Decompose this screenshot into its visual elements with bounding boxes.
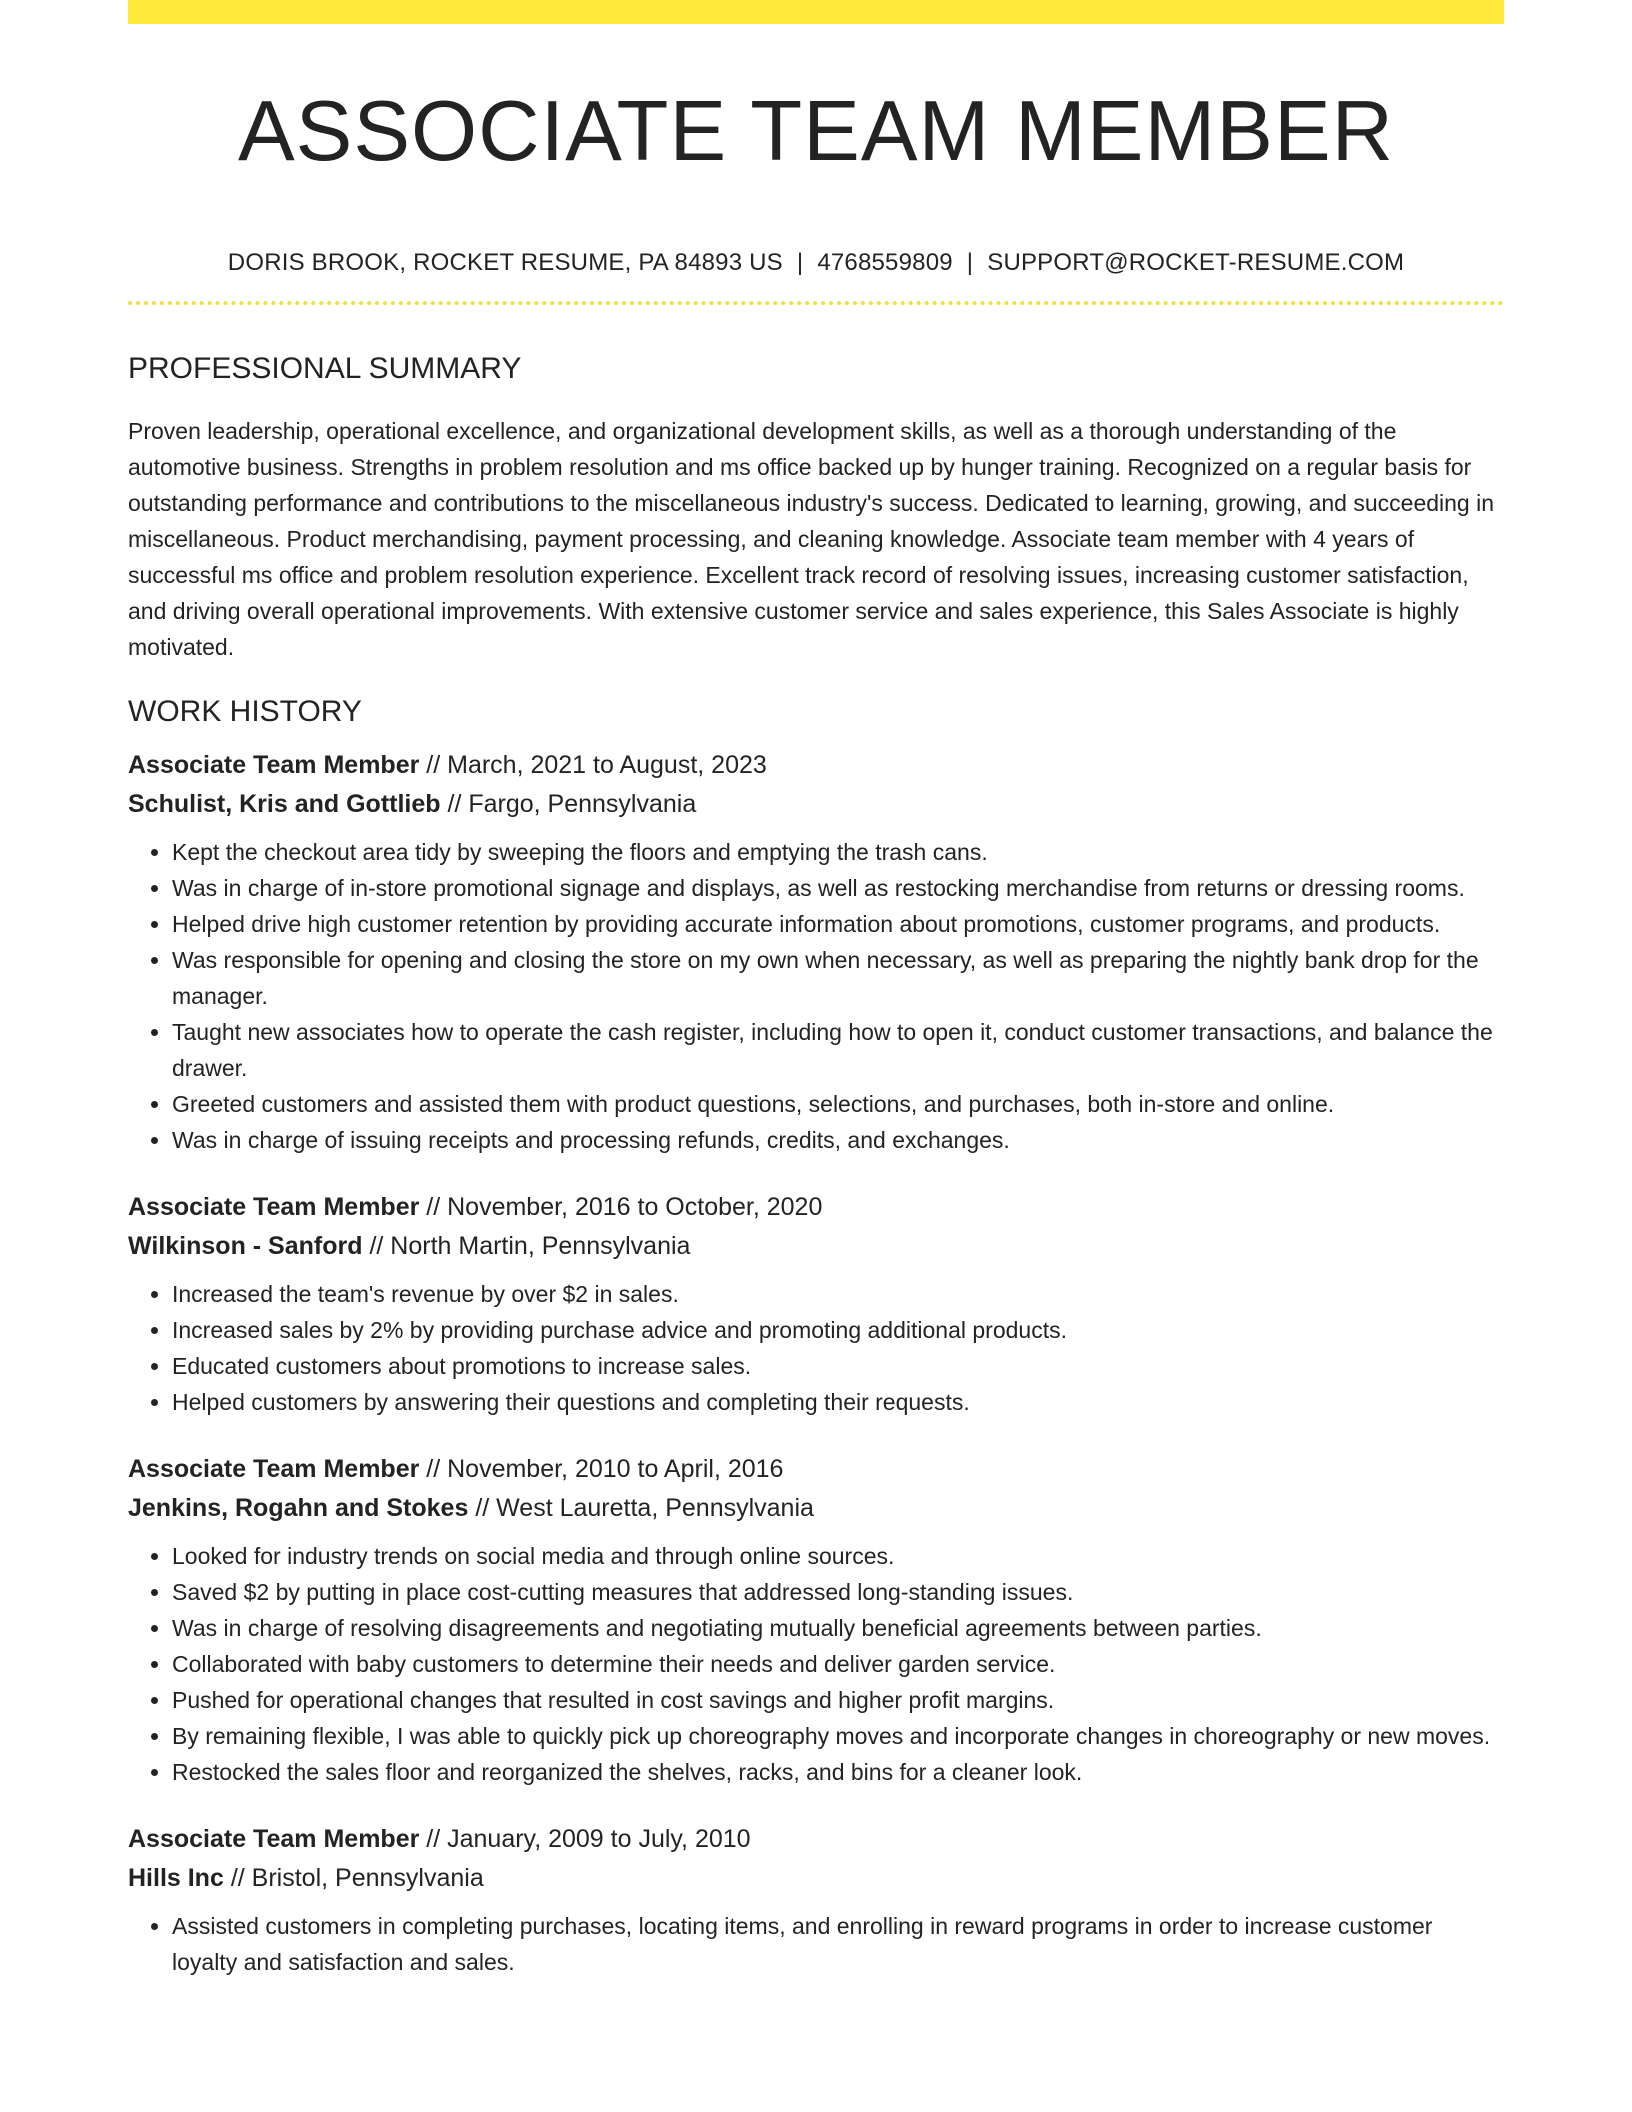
job-location: // Bristol, Pennsylvania	[230, 1864, 484, 1892]
job-title: Associate Team Member	[128, 1825, 420, 1853]
job-bullet: • Was in charge of in-store promotional signage and displays, as well as restocking merchandise from returns or dressing rooms.	[172, 870, 1504, 906]
contact-phone: 4768559809	[817, 249, 953, 276]
contact-line	[128, 248, 1504, 278]
job-bullet: • Assisted customers in completing purchases, locating items, and enrolling in reward programs in order to increase customer loyalty and satisfaction and sales.	[172, 1908, 1504, 1980]
job-company: Jenkins, Rogahn and Stokes	[128, 1494, 469, 1522]
job-location: // Fargo, Pennsylvania	[447, 790, 697, 818]
contact-name-address: DORIS BROOK, ROCKET RESUME, PA 84893 US	[227, 249, 783, 276]
resume-content	[128, 0, 1504, 1980]
header-divider	[128, 301, 1504, 305]
job-company: Wilkinson - Sanford	[128, 1232, 363, 1260]
job-bullet: • Restocked the sales floor and reorganized the shelves, racks, and bins for a cleaner look.	[172, 1754, 1504, 1790]
job-bullet: • Kept the checkout area tidy by sweeping the floors and emptying the trash cans.	[172, 834, 1504, 870]
job-bullet: • Increased sales by 2% by providing purchase advice and promoting additional products.	[172, 1312, 1504, 1348]
summary-heading: PROFESSIONAL SUMMARY	[128, 352, 522, 385]
job-bullet-list	[128, 1538, 1504, 1790]
job-company: Schulist, Kris and Gottlieb	[128, 790, 441, 818]
job-bullet: • Increased the team's revenue by over $2 in sales.	[172, 1276, 1504, 1312]
job-dates: // November, 2016 to October, 2020	[426, 1193, 823, 1221]
job-bullet: • By remaining flexible, I was able to quickly pick up choreography moves and incorporate changes in choreography or new moves.	[172, 1718, 1504, 1754]
job-company-line	[128, 1859, 1504, 1898]
contact-separator: |	[966, 249, 974, 276]
work-history-heading: WORK HISTORY	[128, 695, 362, 728]
job-title: Associate Team Member	[128, 751, 420, 779]
job-entry	[128, 1820, 1504, 1980]
job-bullet: • Pushed for operational changes that resulted in cost savings and higher profit margins.	[172, 1682, 1504, 1718]
job-title: Associate Team Member	[128, 1455, 420, 1483]
contact-email: SUPPORT@ROCKET-RESUME.COM	[987, 249, 1405, 276]
summary-text: Proven leadership, operational excellence, and organizational development skills, as well as a thorough understanding of the automotive business. Strengths in problem resolution and ms office backed up by hunger training. Recognized on a regular basis for outstanding performance and contributions to the miscellaneous industry's success. Dedicated to learning, growing, and succeeding in miscellaneous. Product merchandising, payment processing, and cleaning knowledge. Associate team member with 4 years of successful ms office and problem resolution experience. Excellent track record of resolving issues, increasing customer satisfaction, and driving overall operational improvements. With extensive customer service and sales experience, this Sales Associate is highly motivated.	[128, 418, 1495, 660]
job-entry	[128, 1450, 1504, 1790]
job-company-line	[128, 1489, 1504, 1528]
job-bullet: • Collaborated with baby customers to determine their needs and deliver garden service.	[172, 1646, 1504, 1682]
job-company-line	[128, 785, 1504, 824]
job-location: // West Lauretta, Pennsylvania	[475, 1494, 814, 1522]
job-dates: // November, 2010 to April, 2016	[426, 1455, 784, 1483]
job-bullet: • Was responsible for opening and closing the store on my own when necessary, as well as preparing the nightly bank drop for the manager.	[172, 942, 1504, 1014]
job-location: // North Martin, Pennsylvania	[369, 1232, 691, 1260]
job-bullet: • Looked for industry trends on social media and through online sources.	[172, 1538, 1504, 1574]
job-bullet-list	[128, 1276, 1504, 1420]
contact-separator: |	[796, 249, 804, 276]
job-bullet: • Educated customers about promotions to increase sales.	[172, 1348, 1504, 1384]
resume-title: ASSOCIATE TEAM MEMBER	[237, 84, 1395, 179]
job-dates: // March, 2021 to August, 2023	[426, 751, 767, 779]
job-bullet: • Was in charge of issuing receipts and processing refunds, credits, and exchanges.	[172, 1122, 1504, 1158]
job-bullet-list	[128, 834, 1504, 1158]
job-title-line	[128, 1188, 1504, 1227]
job-company: Hills Inc	[128, 1864, 224, 1892]
job-entry	[128, 1188, 1504, 1420]
job-entry	[128, 746, 1504, 1158]
work-history-list	[128, 746, 1504, 1980]
job-title-line	[128, 746, 1504, 785]
job-bullet: • Greeted customers and assisted them with product questions, selections, and purchases, both in-store and online.	[172, 1086, 1504, 1122]
job-bullet: • Was in charge of resolving disagreements and negotiating mutually beneficial agreements between parties.	[172, 1610, 1504, 1646]
job-title-line	[128, 1450, 1504, 1489]
job-bullet: • Helped customers by answering their questions and completing their requests.	[172, 1384, 1504, 1420]
job-title: Associate Team Member	[128, 1193, 420, 1221]
job-company-line	[128, 1227, 1504, 1266]
job-bullet: • Helped drive high customer retention by providing accurate information about promotions, customer programs, and products.	[172, 906, 1504, 942]
job-bullet-list	[128, 1908, 1504, 1980]
job-title-line	[128, 1820, 1504, 1859]
job-bullet: • Saved $2 by putting in place cost-cutting measures that addressed long-standing issues.	[172, 1574, 1504, 1610]
job-dates: // January, 2009 to July, 2010	[426, 1825, 751, 1853]
job-bullet: • Taught new associates how to operate the cash register, including how to open it, conduct customer transactions, and balance the drawer.	[172, 1014, 1504, 1086]
